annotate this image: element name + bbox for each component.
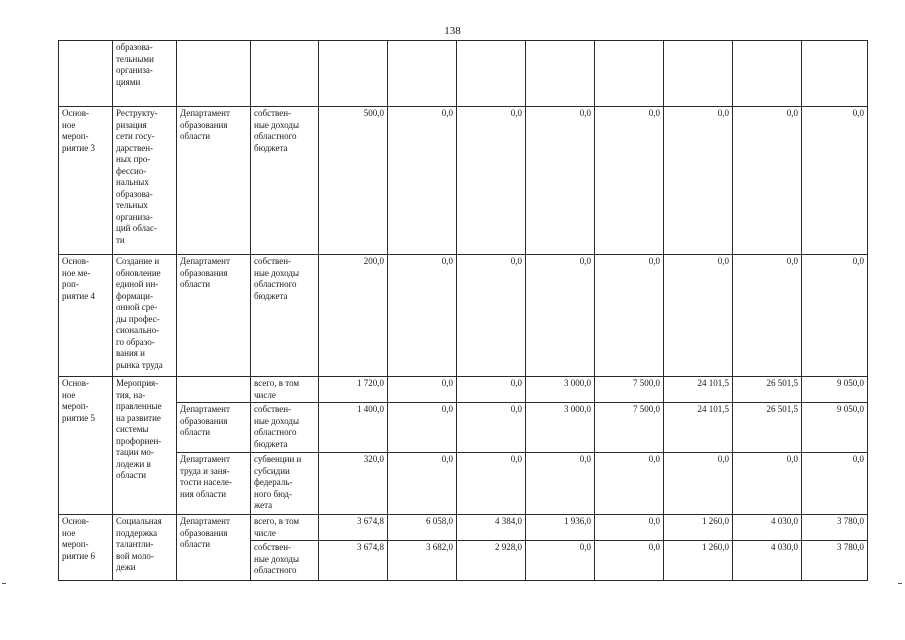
funding-source-cell: собствен- ные доходы областного бюджета (251, 107, 319, 255)
value-cell: 0,0 (457, 255, 526, 377)
activity-code-cell: Основ- ное мероп- риятие 3 (59, 107, 113, 255)
value-cell: 0,0 (388, 107, 457, 255)
value-cell: 500,0 (319, 107, 388, 255)
activity-code-cell: Основ- ное ме- роп- риятие 4 (59, 255, 113, 377)
value-cell: 9 050,0 (802, 403, 868, 453)
value-cell: 3 000,0 (526, 377, 595, 403)
value-cell: 0,0 (388, 377, 457, 403)
activity-name-cell: Создание и обновление единой ин- формаци- онной сре- ды профес- сионально- го образо- вания и рынка труда (113, 255, 177, 377)
value-cell (802, 41, 868, 107)
funding-source-cell (251, 41, 319, 107)
funding-source-cell: собствен- ные доходы областного бюджета (251, 255, 319, 377)
value-cell: 0,0 (526, 541, 595, 581)
activity-name-cell: Социальная поддержка талантли- вой моло- дежи (113, 515, 177, 581)
value-cell: 0,0 (733, 107, 802, 255)
executor-cell: Департамент образования области (177, 107, 251, 255)
value-cell: 0,0 (457, 377, 526, 403)
table-row (59, 255, 868, 377)
table-row (59, 41, 868, 107)
value-cell: 4 030,0 (733, 541, 802, 581)
activity-code-cell: Основ- ное мероп- риятие 5 (59, 377, 113, 515)
executor-cell: Департамент образования области (177, 515, 251, 581)
value-cell: 24 101,5 (664, 377, 733, 403)
funding-source-cell: собствен- ные доходы областного (251, 541, 319, 581)
funding-source-cell: собствен- ные доходы областного бюджета (251, 403, 319, 453)
value-cell: 3 682,0 (388, 541, 457, 581)
value-cell: 0,0 (457, 107, 526, 255)
value-cell: 0,0 (388, 453, 457, 515)
value-cell: 0,0 (802, 255, 868, 377)
table-row (59, 107, 868, 255)
value-cell: 26 501,5 (733, 377, 802, 403)
scan-edge-mark (898, 583, 902, 584)
executor-cell: Департамент образования области (177, 255, 251, 377)
value-cell: 1 400,0 (319, 403, 388, 453)
page-number: 138 (444, 25, 461, 37)
value-cell: 2 928,0 (457, 541, 526, 581)
value-cell: 1 720,0 (319, 377, 388, 403)
value-cell: 6 058,0 (388, 515, 457, 541)
value-cell (595, 41, 664, 107)
value-cell: 0,0 (664, 255, 733, 377)
activity-code-cell: Основ- ное мероп- риятие 6 (59, 515, 113, 581)
value-cell: 9 050,0 (802, 377, 868, 403)
value-cell: 0,0 (733, 453, 802, 515)
value-cell: 4 384,0 (457, 515, 526, 541)
activity-code-cell (59, 41, 113, 107)
value-cell: 1 260,0 (664, 541, 733, 581)
value-cell (664, 41, 733, 107)
table-row (59, 403, 868, 453)
table-row (59, 453, 868, 515)
value-cell: 0,0 (526, 255, 595, 377)
value-cell (319, 41, 388, 107)
executor-cell (177, 41, 251, 107)
executor-cell (177, 377, 251, 403)
value-cell: 3 780,0 (802, 515, 868, 541)
value-cell: 0,0 (457, 403, 526, 453)
value-cell: 0,0 (595, 541, 664, 581)
value-cell (388, 41, 457, 107)
value-cell: 0,0 (664, 453, 733, 515)
value-cell: 1 936,0 (526, 515, 595, 541)
table-row (59, 377, 868, 403)
value-cell: 3 780,0 (802, 541, 868, 581)
scan-edge-mark (2, 583, 6, 584)
value-cell: 0,0 (457, 453, 526, 515)
value-cell: 0,0 (664, 107, 733, 255)
value-cell: 0,0 (595, 255, 664, 377)
value-cell: 3 674,8 (319, 515, 388, 541)
activity-name-cell: Мероприя- тия, на- правленные на развитие системы профориен- тации мо- лодежи в области (113, 377, 177, 515)
value-cell: 200,0 (319, 255, 388, 377)
value-cell: 320,0 (319, 453, 388, 515)
value-cell: 0,0 (595, 453, 664, 515)
value-cell: 3 674,8 (319, 541, 388, 581)
value-cell: 0,0 (526, 453, 595, 515)
budget-table (58, 40, 868, 581)
activity-name-cell: образова- тельными организа- циями (113, 41, 177, 107)
value-cell (733, 41, 802, 107)
value-cell: 4 030,0 (733, 515, 802, 541)
value-cell (526, 41, 595, 107)
value-cell: 0,0 (526, 107, 595, 255)
value-cell: 0,0 (388, 403, 457, 453)
value-cell: 0,0 (595, 515, 664, 541)
executor-cell: Департамент образования области (177, 403, 251, 453)
value-cell (457, 41, 526, 107)
funding-source-cell: всего, в том числе (251, 377, 319, 403)
value-cell: 0,0 (733, 255, 802, 377)
funding-source-cell: субвенции и субсидии федераль- ного бюд- жета (251, 453, 319, 515)
value-cell: 0,0 (802, 107, 868, 255)
activity-name-cell: Реструкту- ризация сети госу- дарствен- ных про- фессио- нальных образова- тельных организа- ций облас- ти (113, 107, 177, 255)
value-cell: 0,0 (802, 453, 868, 515)
value-cell: 7 500,0 (595, 377, 664, 403)
value-cell: 26 501,5 (733, 403, 802, 453)
value-cell: 0,0 (388, 255, 457, 377)
funding-source-cell: всего, в том числе (251, 515, 319, 541)
value-cell: 24 101,5 (664, 403, 733, 453)
value-cell: 3 000,0 (526, 403, 595, 453)
value-cell: 1 260,0 (664, 515, 733, 541)
value-cell: 7 500,0 (595, 403, 664, 453)
table-row (59, 515, 868, 541)
executor-cell: Департамент труда и заня- тости населе- ния области (177, 453, 251, 515)
value-cell: 0,0 (595, 107, 664, 255)
